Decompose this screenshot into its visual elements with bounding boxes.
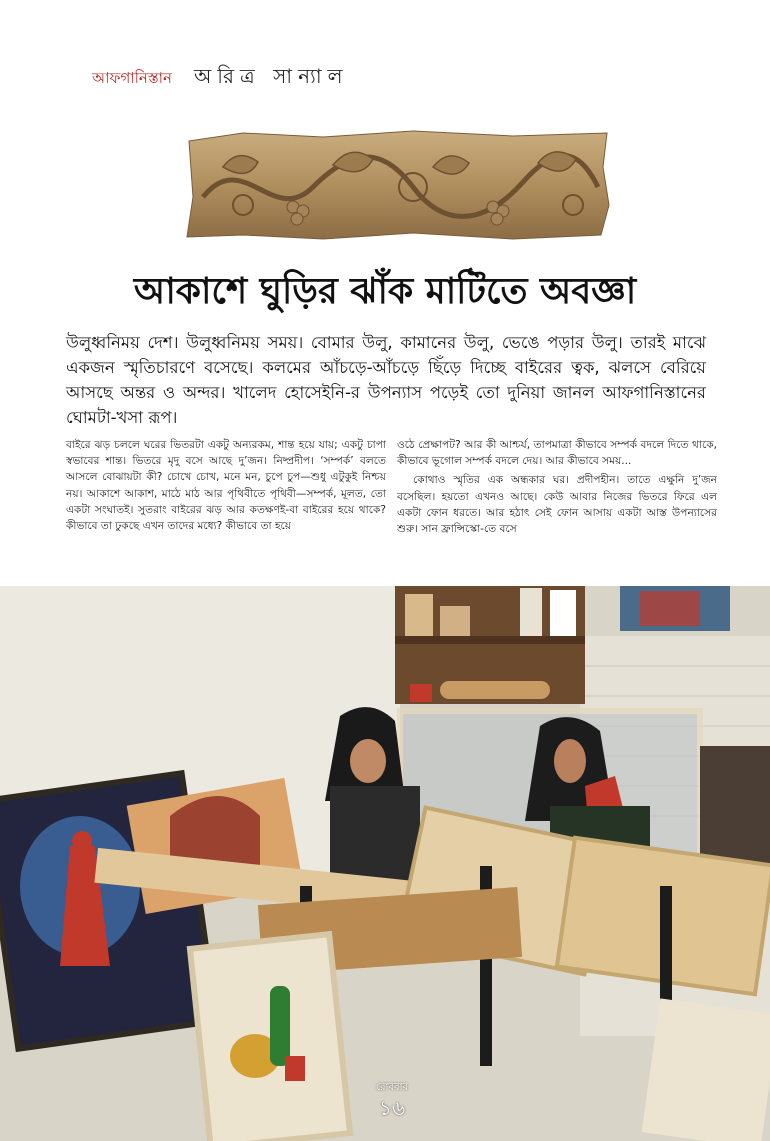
author-byline: অরিত্র সান্যাল <box>193 64 349 88</box>
body-column-right <box>397 437 717 537</box>
carved-stone-frieze-image <box>183 127 613 243</box>
body-paragraph: কোথাও স্মৃতির এক অন্ধকার ঘর। প্রদীপহীন। তাতে এক্ষুনি দু’জন বসেছিল। হয়তো এখনও আছে। কেউ আবার নিজের ভিতরে ফিরে এল একটা ফোন ধরতে। আর হঠাৎ সেই ফোন আসায় একটা আস্ত উপন্যাসের শুরু। সান ফ্রান্সিস্কো-তে বসে <box>397 474 717 536</box>
page-folio <box>376 1080 408 1119</box>
section-label: আফগানিস্তান <box>92 69 172 87</box>
magazine-name: রোববার <box>376 1082 408 1093</box>
body-column-left <box>66 437 386 534</box>
page-number: ১৬ <box>379 1096 405 1120</box>
body-paragraph: বাইরে ঝড় চললে ঘরের ভিতরটা একটু অন্যরকম, শান্ত হয়ে যায়; একটু চাপা স্বভাবের শান্ত। ভিতরে মৃদু বসে আছে দু’জন। নিষ্প্রদীপ। ‘সম্পর্ক’ বলতে আসলে বোঝায়টা কী? চোখে চোখ, মনে মন, চুপে চুপ—শুধু এটুকুই নিশ্চয় নয়। আকাশে আকাশ, মাঠে মাঠ আর পৃথিবীতে পৃথিবী—সম্পর্ক, মূলত, তো একটা সংঘাতই। সুতরাং বাইরের ঝড় আর কতক্ষণই-বা বাইরের হয়ে থাকে? কীভাবে তা ঢুকছে এখন তাদের মধ্যে? কীভাবে তা হয়ে <box>66 439 386 533</box>
body-paragraph: ওঠে প্রেক্ষাপট? আর কী আশ্চর্য, তাপমাত্রা কীভাবে সম্পর্ক বদলে দিতে থাকে, কীভাবে ভূগোল সম্পর্ক বদলে দেয়। আর কীভাবে সময়... <box>397 439 717 468</box>
standfirst: উলুধ্বনিময় দেশ। উলুধ্বনিময় সময়। বোমার উলু, কামানের উলু, ভেঙে পড়ার উলু। তারই মাঝে একজন স্মৃতিচারণে বসেছে। কলমের আঁচড়ে-আঁচড়ে ছিঁড়ে দিচ্ছে বাইরের ত্বক, ঝলসে বেরিয়ে আসছে অন্তর ও অন্দর। খালেদ হোসেইনি-র উপন্যাস পড়েই তো দুনিয়া জানল আফগানিস্তানের ঘোমটা-খসা রূপ। <box>66 333 706 427</box>
art-studio-photo <box>0 586 770 1141</box>
kicker <box>92 62 349 95</box>
article-headline: আকাশে ঘুড়ির ঝাঁক মাটিতে অবজ্ঞা <box>133 270 637 312</box>
